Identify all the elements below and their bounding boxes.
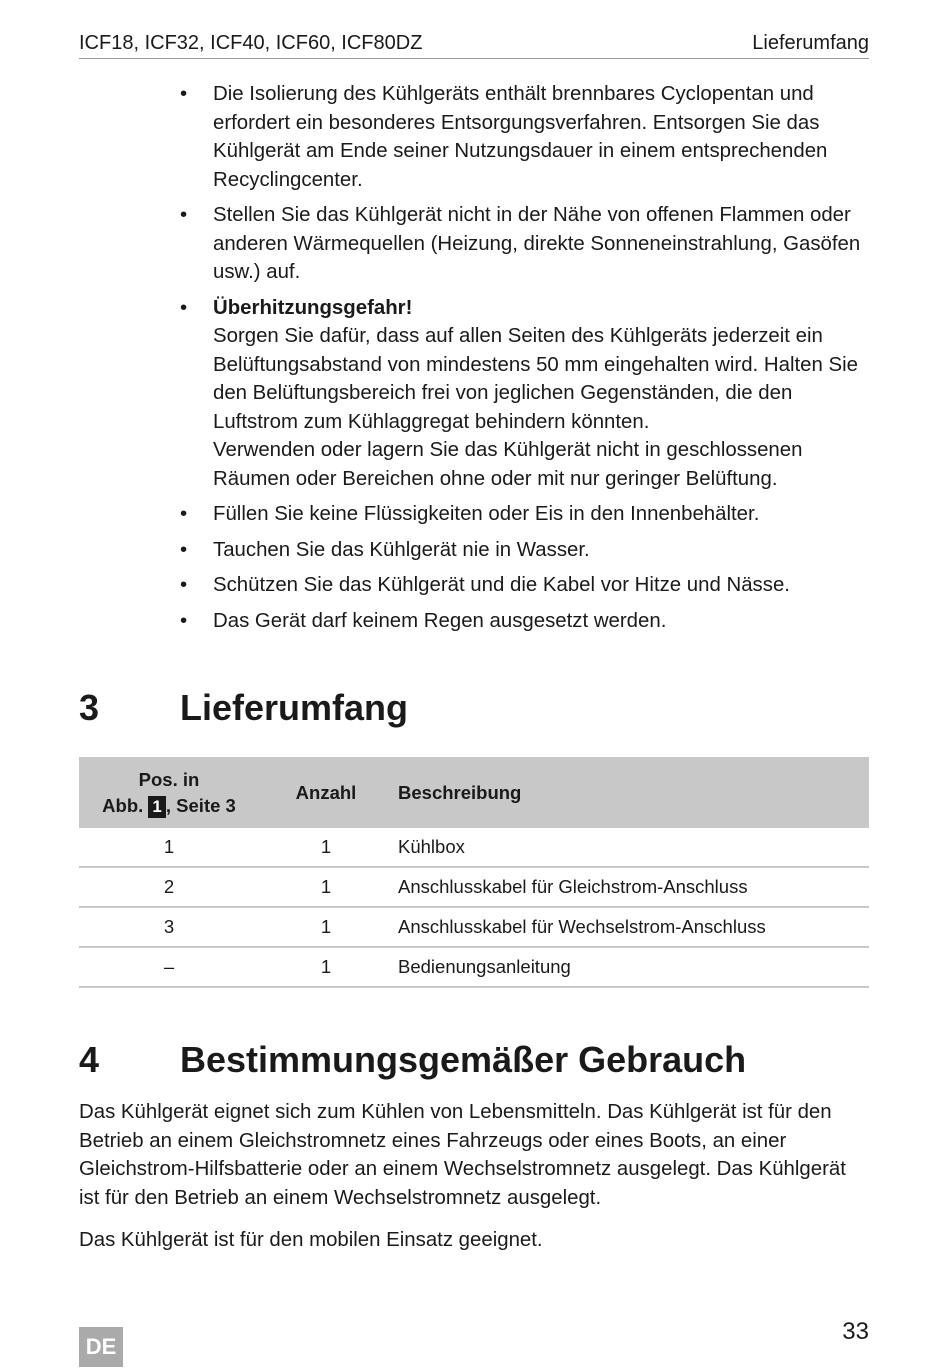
intended-use-paragraph: Das Kühlgerät eignet sich zum Kühlen von Lebensmitteln. Das Kühlgerät ist für den Betrieb an einem Gleichstromnetz eines Fahrzeugs oder eines Boots, an einer Gleichstrom-Hilfsbatterie oder an einem Wechselstromnetz ausgelegt. Das Kühlgerät ist für den Betrieb an einem Wechselstromnetz ausgelegt. — [79, 1101, 846, 1209]
list-item — [180, 500, 870, 529]
cell-position: 1 — [79, 828, 259, 867]
cell-position: 2 — [79, 867, 259, 907]
column-header-position: Pos. in Abb. 1 , Seite 3 — [102, 768, 236, 816]
cell-description: Bedienungsanleitung — [393, 947, 869, 987]
list-item-text: Das Gerät darf keinem Regen ausgesetzt werden. — [213, 609, 667, 632]
list-item-text: Verwenden oder lagern Sie das Kühlgerät nicht in geschlossenen Räumen oder Bereichen ohne oder mit nur geringer Belüftung. — [213, 439, 803, 490]
list-item-text: Füllen Sie keine Flüssigkeiten oder Eis in den Innenbehälter. — [213, 503, 760, 525]
section-number: 4 — [79, 1039, 100, 1080]
cell-description: Kühlbox — [393, 828, 869, 867]
table-row — [79, 947, 869, 987]
section-heading-intended-use — [79, 1040, 746, 1080]
table-row — [79, 907, 869, 947]
cell-quantity: 1 — [259, 828, 393, 867]
bullet-icon: • — [180, 574, 188, 596]
list-item-text: Schützen Sie das Kühlgerät und die Kabel vor Hitze und Nässe. — [213, 574, 790, 596]
bullet-icon: • — [180, 538, 188, 561]
page-header — [79, 30, 869, 59]
page-number: 33 — [842, 1318, 869, 1345]
bullet-icon: • — [180, 83, 188, 105]
section-title: Lieferumfang — [180, 687, 409, 728]
delivery-table — [79, 757, 869, 988]
header-model-list: ICF18, ICF32, ICF40, ICF60, ICF80DZ — [79, 32, 423, 54]
cell-description: Anschlusskabel für Wechselstrom-Anschluss — [393, 907, 869, 947]
table-row — [79, 828, 869, 867]
cell-quantity: 1 — [259, 867, 393, 907]
cell-description: Anschlusskabel für Gleichstrom-Anschluss — [393, 867, 869, 907]
cell-position: – — [79, 947, 259, 987]
bullet-icon: • — [180, 609, 188, 632]
list-item — [180, 294, 870, 494]
list-item — [180, 201, 870, 287]
safety-bullet-list — [180, 80, 870, 642]
list-item-text: Tauchen Sie das Kühlgerät nie in Wasser. — [213, 538, 590, 561]
list-item-text: Sorgen Sie dafür, dass auf allen Seiten des Kühlgeräts jederzeit ein Belüftungsabstand von mindestens 50 mm eingehalten wird. Halten Sie den Belüftungsbereich frei von jeglichen Gegenständen, die den Luftstrom zum Kühlaggregat behindern könnten. — [213, 325, 858, 433]
mobile-use-paragraph: Das Kühlgerät ist für den mobilen Einsatz geeignet. — [79, 1229, 543, 1251]
list-item — [180, 571, 870, 600]
list-item — [180, 80, 870, 194]
column-header-quantity: Anzahl — [295, 781, 357, 803]
cell-quantity: 1 — [259, 947, 393, 987]
column-header-description: Beschreibung — [398, 781, 522, 803]
table-header-row — [79, 757, 869, 828]
table-row — [79, 867, 869, 907]
bullet-icon: • — [180, 204, 188, 226]
bullet-icon: • — [180, 503, 188, 525]
figure-number-badge: 1 — [148, 796, 165, 818]
list-item — [180, 536, 870, 565]
section-heading-lieferumfang — [79, 688, 408, 728]
list-item-text: Die Isolierung des Kühlgeräts enthält brennbares Cyclopentan und erfordert ein besonderes Entsorgungsverfahren. Entsorgen Sie das Kühlgerät am Ende seiner Nutzungsdauer in einem entsprechenden Recyclingcenter. — [213, 83, 828, 191]
cell-quantity: 1 — [259, 907, 393, 947]
warning-heading: Überhitzungsgefahr! — [213, 296, 413, 319]
section-title: Bestimmungsgemäßer Gebrauch — [180, 1039, 747, 1080]
list-item-text: Stellen Sie das Kühlgerät nicht in der Nähe von offenen Flammen oder anderen Wärmequellen (Heizung, direkte Sonneneinstrahlung, Gasöfen usw.) auf. — [213, 204, 861, 283]
language-badge: DE — [79, 1327, 123, 1367]
header-section-title: Lieferumfang — [752, 32, 869, 54]
bullet-icon: • — [180, 296, 188, 319]
cell-position: 3 — [79, 907, 259, 947]
section-number: 3 — [79, 687, 100, 728]
list-item — [180, 607, 870, 636]
